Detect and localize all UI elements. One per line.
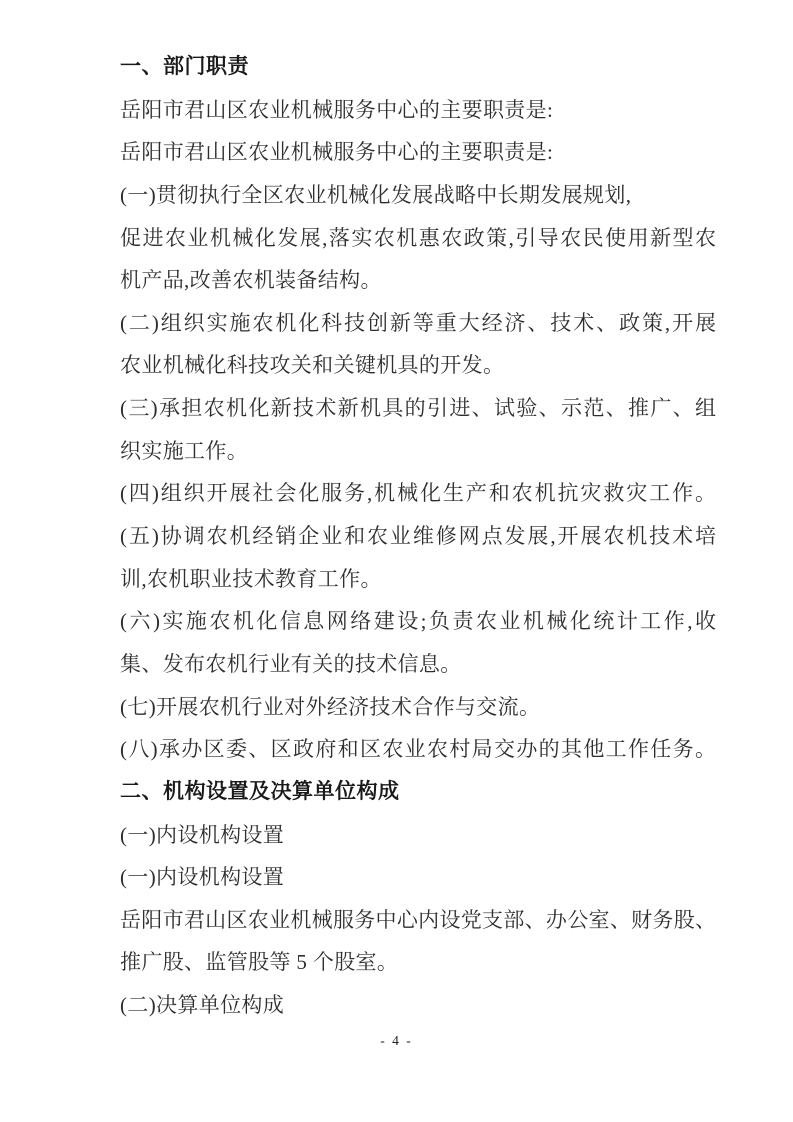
paragraph-line: 促进农业机械化发展,落实农机惠农政策,引导农民使用新型农 <box>120 225 716 250</box>
section-heading: 二、机构设置及决算单位构成 <box>120 779 400 803</box>
paragraph-line: 岳阳市君山区农业机械服务中心内设党支部、办公室、财务股、 <box>120 907 716 932</box>
paragraph-line: (六)实施农机化信息网络建设;负责农业机械化统计工作,收 <box>120 609 716 634</box>
paragraph-line: 训,农机职业技术教育工作。 <box>120 566 382 591</box>
paragraph-line: 推广股、监管股等 5 个股室。 <box>120 950 399 975</box>
paragraph-line: 机产品,改善农机装备结构。 <box>120 268 382 293</box>
paragraph-line: 岳阳市君山区农业机械服务中心的主要职责是: <box>120 97 554 122</box>
paragraph-line: (三)承担农机化新技术新机具的引进、试验、示范、推广、组 <box>120 396 716 421</box>
paragraph-line: (五)协调农机经销企业和农业维修网点发展,开展农机技术培 <box>120 524 716 549</box>
paragraph-line: (一)内设机构设置 <box>120 865 285 890</box>
paragraph-line: (二)决算单位构成 <box>120 993 285 1018</box>
paragraph-line: 农业机械化科技攻关和关键机具的开发。 <box>120 353 505 378</box>
paragraph-line: (七)开展农机行业对外经济技术合作与交流。 <box>120 694 541 719</box>
paragraph-line: (八)承办区委、区政府和区农业农村局交办的其他工作任务。 <box>120 737 716 762</box>
paragraph-line: 岳阳市君山区农业机械服务中心的主要职责是: <box>120 140 554 165</box>
paragraph-line: (一)内设机构设置 <box>120 822 285 847</box>
paragraph-line: 集、发布农机行业有关的技术信息。 <box>120 651 462 676</box>
paragraph-line: (四)组织开展社会化服务,机械化生产和农机抗灾救灾工作。 <box>120 481 716 506</box>
section-heading: 一、部门职责 <box>120 55 249 78</box>
paragraph-line: 织实施工作。 <box>120 438 249 463</box>
paragraph-line: (二)组织实施农机化科技创新等重大经济、技术、政策,开展 <box>120 310 716 335</box>
paragraph-line: (一)贯彻执行全区农业机械化发展战略中长期发展规划, <box>120 182 632 207</box>
document-body <box>120 46 716 1027</box>
page-number: - 4 - <box>380 1033 413 1048</box>
